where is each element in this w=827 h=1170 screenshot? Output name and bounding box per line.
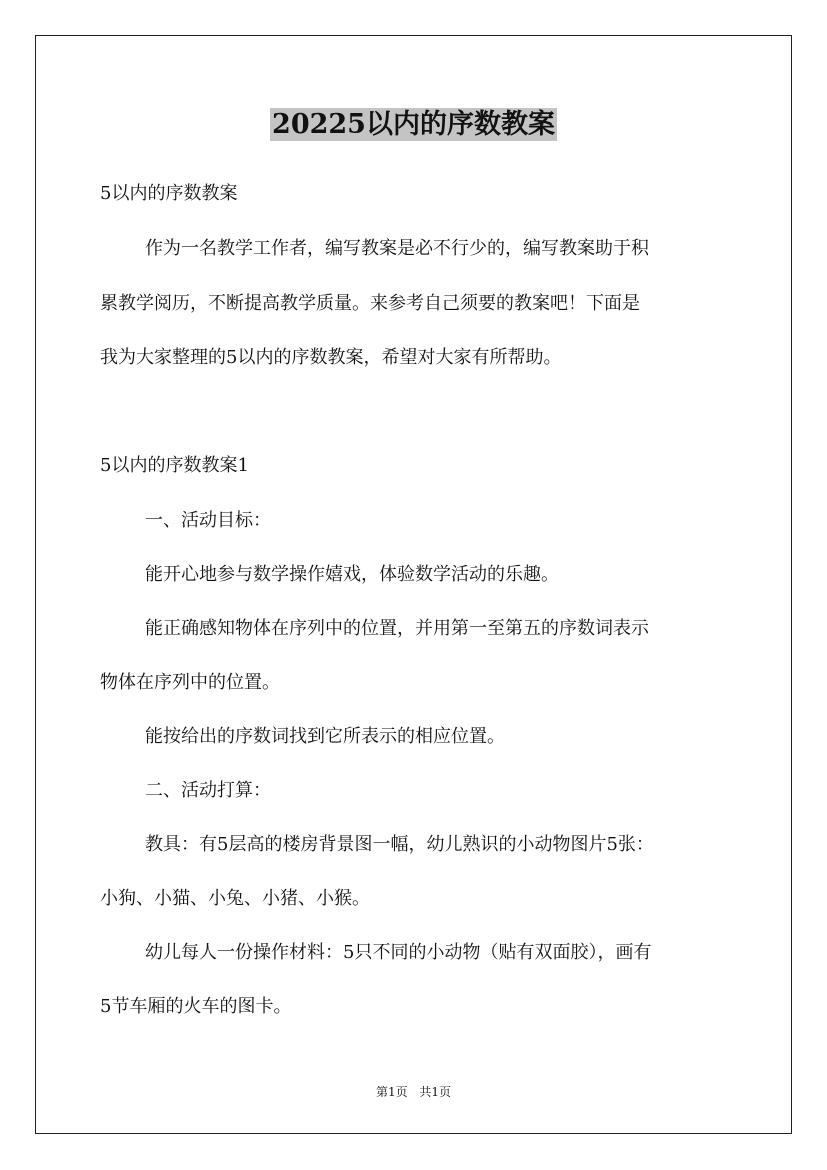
paragraph-line: 能开心地参与数学操作嬉戏，体验数学活动的乐趣。: [145, 564, 559, 585]
section-title: 5以内的序数教案1: [100, 455, 249, 476]
paragraph-line: 小狗、小猫、小兔、小猪、小猴。: [100, 888, 370, 909]
intro-line-1: 作为一名教学工作者，编写教案是必不行少的，编写教案助于积: [145, 238, 649, 259]
page-number: 第1页: [375, 1085, 408, 1099]
document-title: 20225以内的序数教案: [272, 109, 555, 140]
paragraph-line: 幼儿每人一份操作材料：5只不同的小动物（贴有双面胶），画有: [145, 942, 652, 963]
paragraph-line: 一、活动目标：: [145, 510, 271, 531]
intro-line-2: 累教学阅历，不断提高教学质量。来参考自己须要的教案吧！下面是: [100, 293, 640, 314]
page-footer: [0, 1083, 827, 1100]
subtitle: 5以内的序数教案: [100, 183, 238, 204]
paragraph-line: 能正确感知物体在序列中的位置，并用第一至第五的序数词表示: [145, 618, 649, 639]
paragraph-line: 二、活动打算：: [145, 780, 271, 801]
paragraph-line: 教具：有5层高的楼房背景图一幅，幼儿熟识的小动物图片5张：: [145, 834, 654, 855]
paragraph-line: 5节车厢的火车的图卡。: [100, 996, 292, 1017]
paragraph-line: 能按给出的序数词找到它所表示的相应位置。: [145, 726, 505, 747]
document-title-wrap: [0, 102, 827, 141]
paragraph-line: 物体在序列中的位置。: [100, 672, 280, 693]
page-total: 共1页: [419, 1085, 452, 1099]
intro-line-3: 我为大家整理的5以内的序数教案，希望对大家有所帮助。: [100, 347, 562, 368]
